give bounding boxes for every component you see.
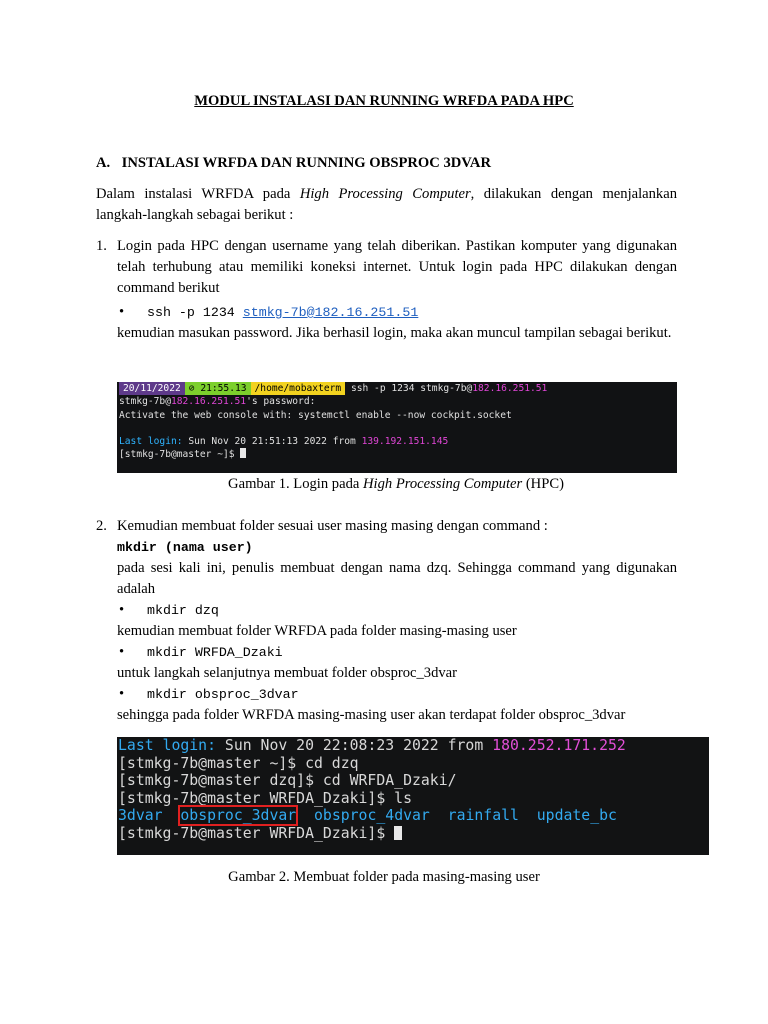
intro-emphasis: High Processing Computer <box>299 186 471 202</box>
terminal-line <box>117 448 677 461</box>
caption-post: (HPC) <box>522 476 564 492</box>
mkdir-dzq-command: mkdir dzq <box>147 603 219 618</box>
intro-post: , dilakukan dengan menjalankan langkah-langkah sebagai berikut : <box>96 186 678 223</box>
ssh-command: ssh -p 1234 <box>147 305 243 320</box>
step-2 <box>96 516 677 726</box>
last-login-text: Sun Nov 20 21:51:13 2022 from <box>182 436 362 448</box>
last-login-label: Last login: <box>118 737 216 754</box>
ssh-host-link[interactable]: stmkg-7b@182.16.251.51 <box>242 305 419 320</box>
terminal-line <box>117 737 709 755</box>
bullet-icon: • <box>119 644 125 660</box>
step-2-text3: kemudian membuat folder WRFDA pada folder masing-masing user <box>117 623 517 639</box>
figure-caption-2: Gambar 2. Membuat folder pada masing-masing user <box>228 869 540 885</box>
last-login-ip: 139.192.151.145 <box>361 436 449 448</box>
last-login-ip: 180.252.171.252 <box>492 737 626 754</box>
folder-3dvar: 3dvar <box>118 807 163 825</box>
ssh-cmd: ssh -p 1234 stmkg-7b@ <box>345 383 473 394</box>
bullet-icon: • <box>119 686 125 702</box>
step-2-text: Kemudian membuat folder sesuai user masing masing dengan command : <box>117 518 548 534</box>
section-letter: A. <box>96 155 111 171</box>
date-segment: 20/11/2022 <box>119 382 185 395</box>
step-number: 2. <box>96 518 107 534</box>
step-2-text4: untuk langkah selanjutnya membuat folder obsproc_3dvar <box>117 665 458 681</box>
section-heading <box>96 155 491 172</box>
terminal-line <box>117 825 709 843</box>
bullet-icon: • <box>119 602 125 618</box>
mkdir-wrfda-command: mkdir WRFDA_Dzaki <box>147 645 283 660</box>
pw-user: stmkg-7b@ <box>119 396 171 408</box>
caption-emphasis: High Processing Computer <box>363 476 523 492</box>
ssh-ip: 182.16.251.51 <box>472 383 548 394</box>
terminal-line: [stmkg-7b@master ~]$ cd dzq <box>118 754 359 772</box>
step-number: 1. <box>96 238 107 254</box>
bullet-item <box>117 642 677 663</box>
folder-obsproc-4dvar: obsproc_4dvar <box>314 807 430 825</box>
time-segment: ⊘ 21:55.13 <box>185 382 251 395</box>
last-login-label: Last login: <box>119 436 183 448</box>
step-1-after: kemudian masukan password. Jika berhasil login, maka akan muncul tampilan sebagai berikut. <box>117 325 672 341</box>
figure-caption-1 <box>0 476 768 493</box>
terminal-screenshot-login <box>117 382 677 473</box>
terminal-line: Activate the web console with: systemctl enable --now cockpit.socket <box>119 409 512 421</box>
terminal-line <box>117 382 677 395</box>
step-1 <box>96 236 677 344</box>
terminal-screenshot-folders <box>117 737 709 855</box>
caption-pre: Gambar 1. Login pada <box>228 476 363 492</box>
highlighted-folder-obsproc-3dvar: obsproc_3dvar <box>180 807 297 825</box>
bullet-item <box>117 600 677 621</box>
step-2-text2: pada sesi kali ini, penulis membuat dengan nama dzq. Sehingga command yang digunakan adalah <box>117 560 677 597</box>
ls-output <box>117 807 709 825</box>
mkdir-syntax: mkdir (nama user) <box>117 540 253 555</box>
terminal-line <box>117 422 677 435</box>
terminal-line <box>117 395 677 408</box>
prompt: [stmkg-7b@master ~]$ <box>119 449 241 461</box>
mkdir-obsproc-command: mkdir obsproc_3dvar <box>147 687 299 702</box>
pw-ip: 182.16.251.51 <box>170 396 247 408</box>
pw-prompt: 's password: <box>246 396 316 408</box>
folder-update-bc: update_bc <box>536 807 617 825</box>
step-1-text: Login pada HPC dengan username yang telah diberikan. Pastikan komputer yang digunakan telah terhubung atau memiliki koneksi internet. Untuk login pada HPC dilakukan dengan command berikut <box>117 238 677 296</box>
cursor-icon <box>240 448 246 458</box>
bullet-icon: • <box>119 304 125 320</box>
terminal-line: [stmkg-7b@master dzq]$ cd WRFDA_Dzaki/ <box>118 772 457 790</box>
page-title: MODUL INSTALASI DAN RUNNING WRFDA PADA HPC <box>194 93 574 109</box>
intro-paragraph <box>96 184 677 226</box>
terminal-line <box>117 435 677 448</box>
terminal-line: [stmkg-7b@master WRFDA_Dzaki]$ ls <box>118 789 412 807</box>
prompt: [stmkg-7b@master WRFDA_Dzaki]$ <box>118 824 395 842</box>
path-segment: /home/mobaxterm <box>251 382 346 395</box>
cursor-icon <box>394 826 402 840</box>
bullet-item <box>117 302 677 323</box>
step-2-text5: sehingga pada folder WRFDA masing-masing user akan terdapat folder obsproc_3dvar <box>117 707 626 723</box>
intro-pre: Dalam instalasi WRFDA pada <box>96 186 300 202</box>
bullet-item <box>117 684 677 705</box>
last-login-text: Sun Nov 20 22:08:23 2022 from <box>216 737 493 754</box>
folder-rainfall: rainfall <box>447 807 519 825</box>
section-heading-text: INSTALASI WRFDA DAN RUNNING OBSPROC 3DVAR <box>121 155 492 171</box>
